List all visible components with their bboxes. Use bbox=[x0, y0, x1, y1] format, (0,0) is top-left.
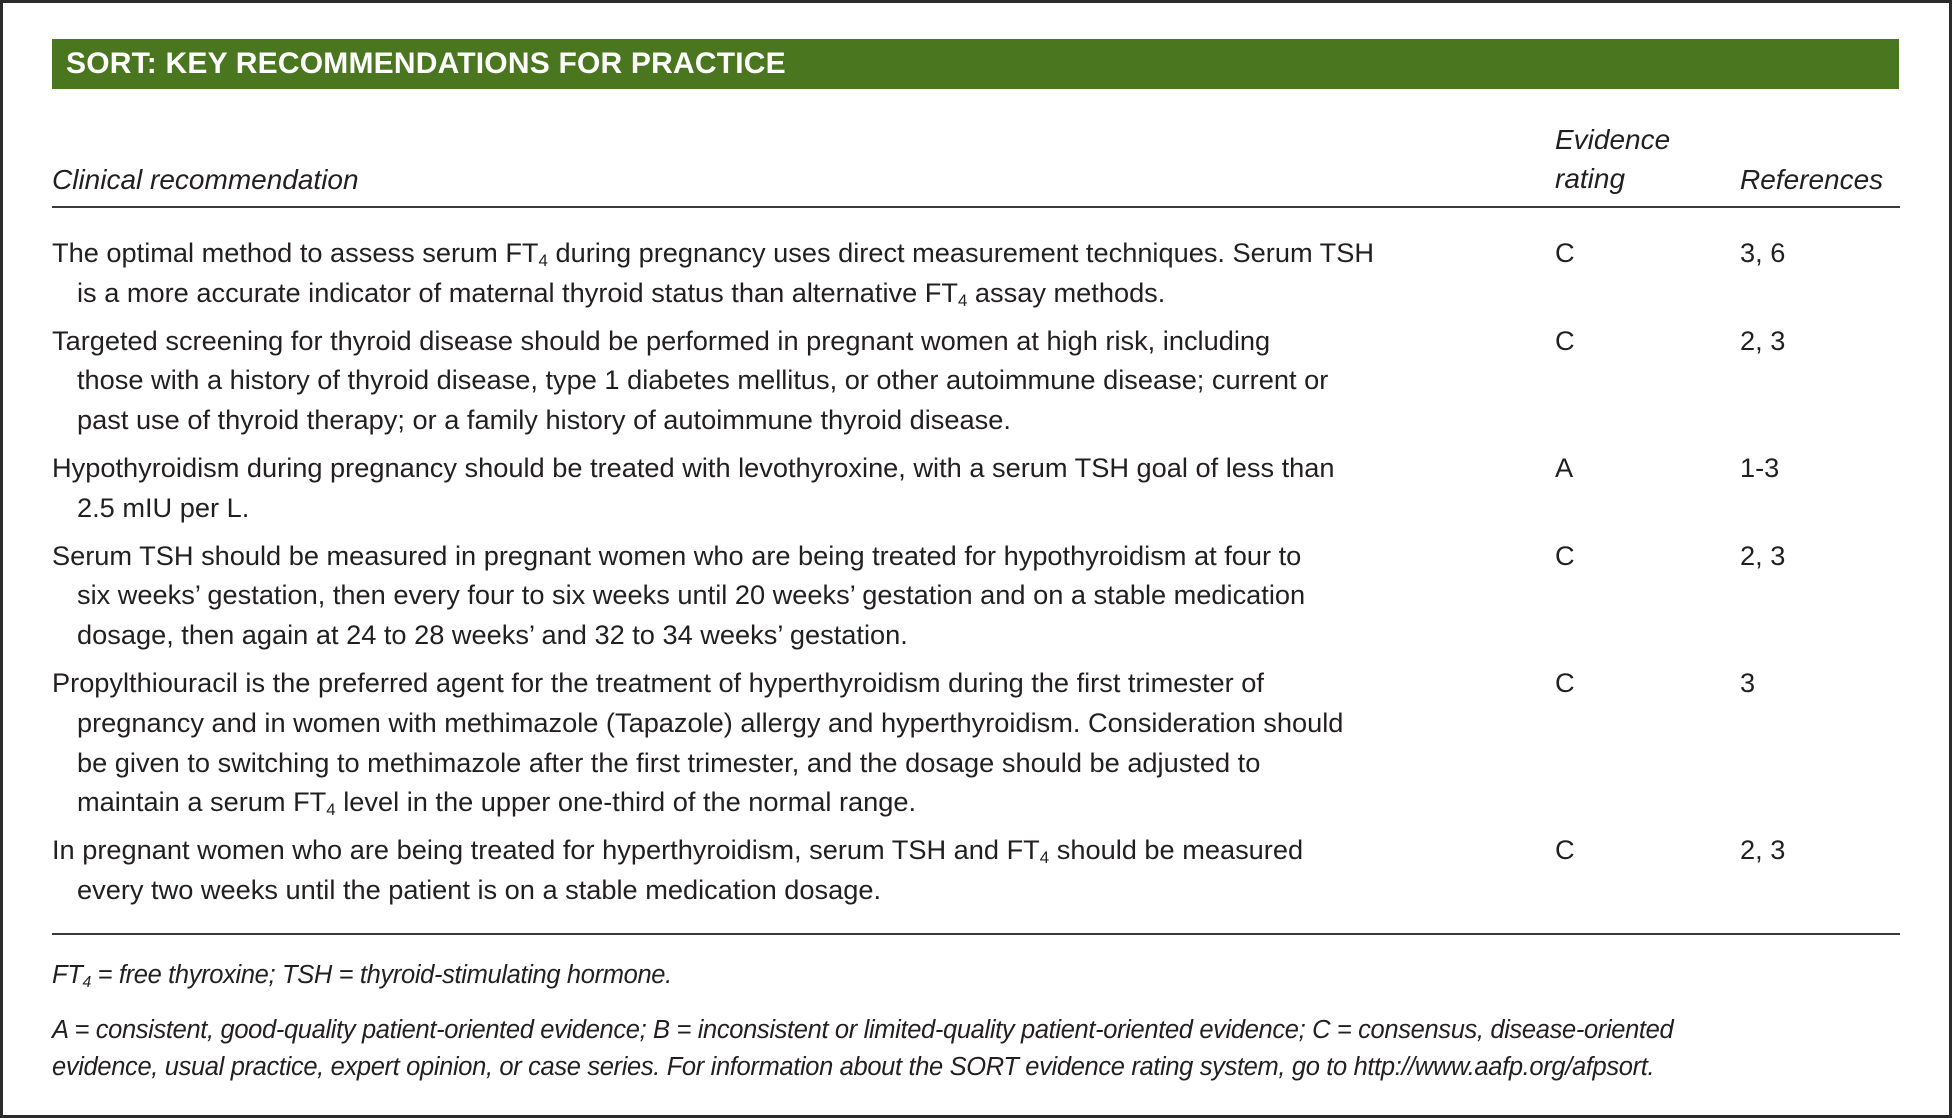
recommendation-line bbox=[52, 703, 1542, 743]
clinical-recommendation-cell bbox=[52, 233, 1542, 313]
table-title: SORT: KEY RECOMMENDATIONS FOR PRACTICE bbox=[66, 47, 786, 80]
recommendation-line bbox=[52, 360, 1542, 400]
text-segment: = free thyroxine; TSH = thyroid-stimulating hormone. bbox=[90, 961, 672, 989]
table-bottom-divider bbox=[52, 933, 1900, 935]
references-cell: 1-3 bbox=[1740, 451, 1780, 483]
text-segment: should be measured bbox=[1049, 834, 1304, 866]
clinical-recommendation-cell bbox=[52, 321, 1542, 440]
text-segment: Serum TSH should be measured in pregnant women who are being treated for hypothyroidism at four to bbox=[52, 539, 1302, 571]
subscript: 4 bbox=[326, 800, 336, 820]
text-segment: be given to switching to methimazole after the first trimester, and the dosage should be adjusted to bbox=[77, 746, 1261, 778]
text-segment: past use of thyroid therapy; or a family history of autoimmune thyroid disease. bbox=[77, 404, 1011, 436]
recommendation-line bbox=[52, 830, 1542, 870]
recommendation-line bbox=[52, 273, 1542, 313]
recommendation-line bbox=[52, 743, 1542, 783]
text-segment: is a more accurate indicator of maternal thyroid status than alternative FT bbox=[77, 276, 958, 308]
footnote-sort-line2: evidence, usual practice, expert opinion, or case series. For information about the SORT evidence rating system, go to http://www.aafp.org/afpsort. bbox=[52, 1053, 1655, 1081]
recommendation-line bbox=[52, 488, 1542, 528]
text-segment: pregnancy and in women with methimazole (Tapazole) allergy and hyperthyroidism. Consideration should bbox=[77, 706, 1344, 738]
recommendation-line bbox=[52, 536, 1542, 576]
evidence-rating-cell: C bbox=[1555, 324, 1575, 356]
clinical-recommendation-cell bbox=[52, 448, 1542, 528]
evidence-rating-cell: C bbox=[1555, 539, 1575, 571]
recommendation-line bbox=[52, 448, 1542, 488]
table-row bbox=[52, 830, 1900, 910]
subscript: 4 bbox=[538, 251, 548, 271]
table-row bbox=[52, 233, 1900, 313]
text-segment: FT bbox=[52, 961, 83, 989]
recommendations-table-body bbox=[52, 233, 1900, 918]
table-row bbox=[52, 448, 1900, 528]
recommendation-line bbox=[52, 782, 1542, 822]
table-row bbox=[52, 321, 1900, 440]
recommendation-line bbox=[52, 321, 1542, 361]
text-segment: those with a history of thyroid disease, type 1 diabetes mellitus, or other autoimmune disease; current or bbox=[77, 364, 1329, 396]
recommendation-line bbox=[52, 615, 1542, 655]
text-segment: dosage, then again at 24 to 28 weeks’ and 32 to 34 weeks’ gestation. bbox=[77, 619, 908, 651]
clinical-recommendation-cell bbox=[52, 830, 1542, 910]
recommendation-line bbox=[52, 233, 1542, 273]
subscript: 4 bbox=[1039, 848, 1050, 868]
text-segment: during pregnancy uses direct measurement techniques. Serum TSH bbox=[547, 237, 1375, 268]
text-segment: Targeted screening for thyroid disease should be performed in pregnant women at high risk, including bbox=[52, 324, 1271, 356]
references-cell: 2, 3 bbox=[1740, 834, 1786, 866]
text-segment: 2.5 mIU per L. bbox=[77, 491, 250, 523]
references-cell: 2, 3 bbox=[1740, 324, 1786, 356]
header-divider bbox=[52, 206, 1900, 208]
text-segment: Propylthiouracil is the preferred agent for the treatment of hyperthyroidism during the first trimester of bbox=[52, 666, 1264, 698]
recommendation-line bbox=[52, 400, 1542, 440]
references-cell: 3, 6 bbox=[1740, 237, 1786, 268]
footnote-abbreviations bbox=[52, 957, 1902, 994]
column-header-evidence-line2: rating bbox=[1555, 163, 1626, 194]
references-cell: 2, 3 bbox=[1740, 539, 1786, 571]
table-row bbox=[52, 663, 1900, 822]
text-segment: every two weeks until the patient is on a stable medication dosage. bbox=[77, 873, 882, 905]
recommendation-line bbox=[52, 575, 1542, 615]
recommendation-line bbox=[52, 663, 1542, 703]
text-segment: level in the upper one-third of the normal range. bbox=[335, 786, 917, 818]
footnote-sort-line1: A = consistent, good-quality patient-oriented evidence; B = inconsistent or limited-quality patient-oriented evidence; C = consensus, disease-oriented bbox=[52, 1016, 1674, 1044]
text-segment: In pregnant women who are being treated for hyperthyroidism, serum TSH and FT bbox=[52, 834, 1040, 866]
clinical-recommendation-cell bbox=[52, 536, 1542, 655]
column-header-evidence-rating bbox=[1555, 120, 1670, 198]
title-bar bbox=[52, 39, 1899, 89]
text-segment: maintain a serum FT bbox=[77, 786, 327, 818]
footnote-sort-legend bbox=[52, 1012, 1902, 1086]
evidence-rating-cell: C bbox=[1555, 666, 1575, 698]
column-header-clinical-recommendation: Clinical recommendation bbox=[52, 164, 359, 195]
text-segment: Hypothyroidism during pregnancy should be treated with levothyroxine, with a serum TSH goal of less than bbox=[52, 451, 1335, 483]
table-row bbox=[52, 536, 1900, 655]
clinical-recommendation-cell bbox=[52, 663, 1542, 822]
column-header-references: References bbox=[1740, 164, 1884, 195]
column-header-evidence-line1: Evidence bbox=[1555, 124, 1671, 155]
evidence-rating-cell: C bbox=[1555, 834, 1575, 866]
text-segment: six weeks’ gestation, then every four to six weeks until 20 weeks’ gestation and on a stable medication bbox=[77, 579, 1306, 611]
evidence-rating-cell: C bbox=[1555, 237, 1575, 268]
references-cell: 3 bbox=[1740, 666, 1756, 698]
evidence-rating-cell: A bbox=[1555, 451, 1574, 483]
subscript: 4 bbox=[82, 973, 91, 991]
text-segment: The optimal method to assess serum FT bbox=[52, 237, 539, 268]
recommendation-line bbox=[52, 870, 1542, 910]
subscript: 4 bbox=[957, 291, 968, 310]
text-segment: assay methods. bbox=[967, 276, 1166, 308]
